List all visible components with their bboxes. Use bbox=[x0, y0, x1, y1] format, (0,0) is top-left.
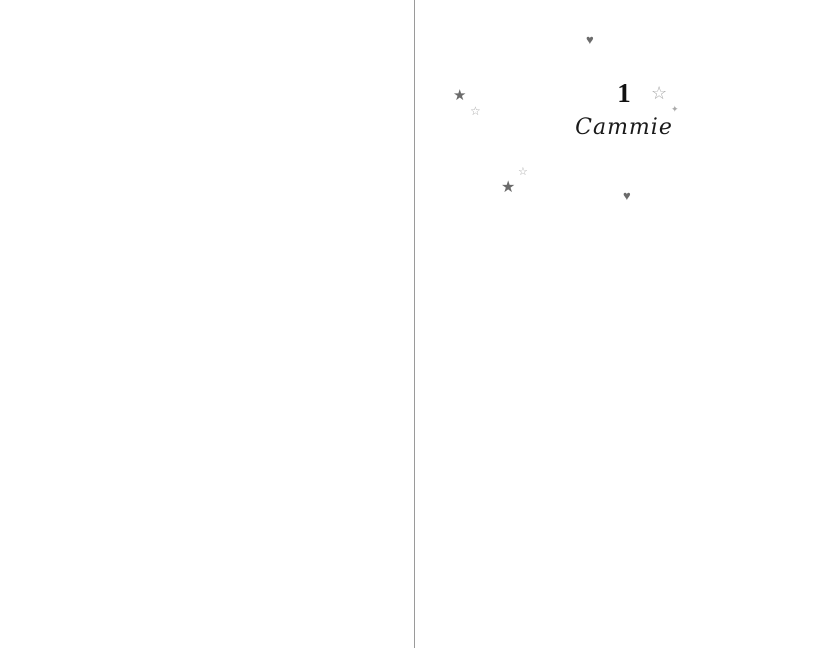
page-left-blank bbox=[0, 0, 414, 648]
heart-top-icon: ♥ bbox=[586, 32, 594, 47]
chapter-number: 1 bbox=[617, 78, 631, 108]
star-left-filled-icon: ★ bbox=[453, 88, 467, 104]
star-bottom-outline-icon: ☆ bbox=[518, 166, 528, 178]
star-left-outline-icon: ☆ bbox=[470, 104, 481, 118]
page-right-content bbox=[415, 0, 833, 648]
heart-bottom-right-icon: ♥ bbox=[623, 188, 631, 203]
star-right-outline-icon: ☆ bbox=[651, 83, 668, 103]
chapter-header bbox=[415, 0, 833, 215]
star-bottom-filled-icon: ★ bbox=[501, 179, 516, 196]
star-right-small-icon: ✦ bbox=[671, 104, 679, 114]
chapter-title: Cammie bbox=[575, 115, 673, 140]
